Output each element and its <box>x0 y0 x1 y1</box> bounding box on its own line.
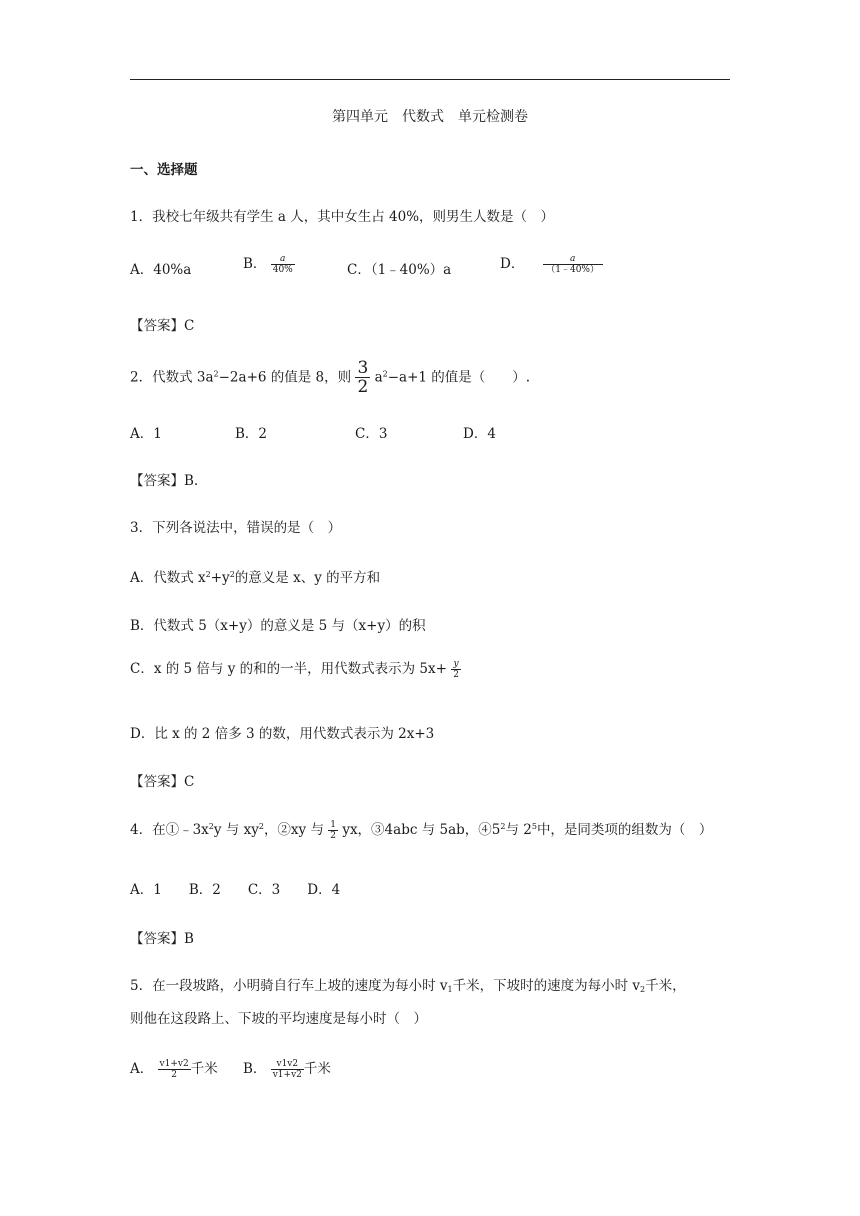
section-heading: 一、选择题 <box>130 162 198 178</box>
question-3-stem: 3．下列各说法中，错误的是（ ） <box>130 520 342 536</box>
q2-option-c: C．3 <box>355 426 388 442</box>
page-title: 第四单元 代数式 单元检测卷 <box>332 109 528 125</box>
header-rule <box>130 79 730 80</box>
q2-option-b: B．2 <box>235 426 268 442</box>
q3-option-c: C．x 的 5 倍与 y 的和的一半，用代数式表示为 5x+ $\frac{y}{2}$ <box>130 658 459 680</box>
q1-option-d: D． $\frac{a}{(1﹣40\%)}$ <box>500 252 603 275</box>
q1-answer: 【答案】C <box>130 318 195 334</box>
q4-options: A．1 B．2 C．3 D．4 <box>130 882 341 898</box>
q5-option-a: A． $\frac{v1+v2}{2}$ 千米 <box>130 1058 218 1080</box>
q2-option-a: A．1 <box>130 426 162 442</box>
q1-option-b: B． $\frac{a}{40\%}$ <box>243 253 293 275</box>
q3-option-b: B．代数式 5（x+y）的意义是 5 与（x+y）的积 <box>130 618 426 634</box>
q2-answer: 【答案】B. <box>130 473 199 489</box>
q3-option-a: A．代数式 $x^2+y^2$的意义是 x、y 的平方和 <box>130 570 381 586</box>
q4-answer: 【答案】B <box>130 931 194 947</box>
question-2-stem: 2．代数式 $3a^2-2a+6$ 的值是 8，则 $\frac{3}{2}$ $a^2-a+1$ 的值是（ ）. <box>130 358 531 397</box>
question-5-line-1: 5．在一段坡路，小明骑自行车上坡的速度为每小时 $v_1$千米，下坡时的速度为每小时 $v_2$千米， <box>130 978 686 994</box>
question-5-line-2: 则他在这段路上、下坡的平均速度是每小时（ ） <box>130 1011 427 1027</box>
q3-option-d: D．比 x 的 2 倍多 3 的数，用代数式表示为 2x+3 <box>130 726 435 742</box>
q1-option-c: C．（1﹣40%）a <box>347 262 452 278</box>
q3-answer: 【答案】C <box>130 774 195 790</box>
question-4-stem: 4．在$①﹣3x^2y$ 与 $xy^2$，②xy 与 $\frac{1}{2}$ yx，③4abc 与 5ab，$④5^2$与 $2^5$中，是同类项的组数为（ ） <box>130 819 713 841</box>
q1-option-a: A．40%a <box>130 262 192 278</box>
question-1-stem: 1．我校七年级共有学生 a 人，其中女生占 40%，则男生人数是（ ） <box>130 209 555 225</box>
q2-option-d: D．4 <box>463 426 496 442</box>
q5-option-b: B． $\frac{v1v2}{v1+v2}$ 千米 <box>243 1058 331 1080</box>
